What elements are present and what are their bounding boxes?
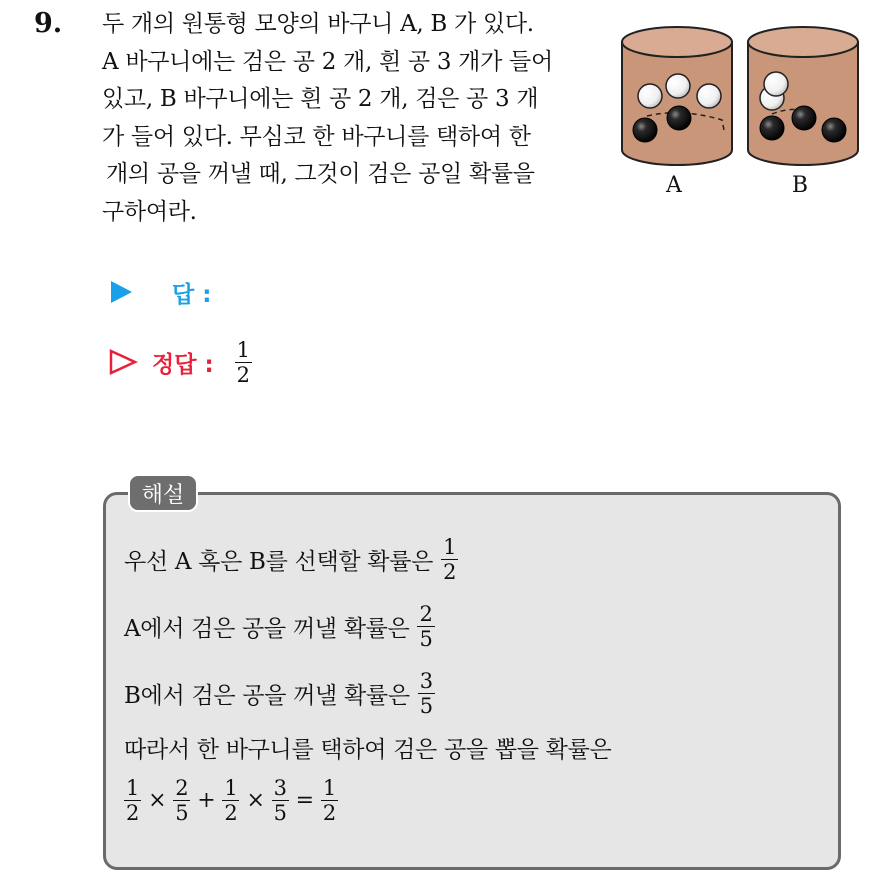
question-line: 가 들어 있다. 무심코 한 바구니를 택하여 한 [102,123,531,150]
basket-a [622,27,732,165]
black-ball [633,118,657,142]
white-ball [666,74,690,98]
solution-tab: 해설 [128,474,198,512]
solution-line: 따라서 한 바구니를 택하여 검은 공을 뽑을 확률은 [124,736,612,763]
outline-triangle-icon [108,348,152,376]
fraction: $\frac{1}{2}$ [443,535,457,584]
basket-b-label: B [791,173,809,198]
black-ball [792,106,816,130]
solution-line: B에서 검은 공을 꺼낼 확률은 $\frac{3}{5}$ [124,669,433,718]
fraction: $\frac{1}{2}$ [236,337,251,387]
operator: + [197,788,216,813]
question-line: 두 개의 원통형 모양의 바구니 A, B 가 있다. [102,11,534,37]
basket-a-label: A [666,173,682,198]
correct-answer-row [108,332,255,392]
question-line: 개의 공을 꺼낼 때, 그것이 검은 공일 확률을 [106,161,535,187]
operator: × [246,788,265,813]
question-number: 9. [34,8,63,39]
baskets-illustration [612,14,870,200]
solution-content [124,526,824,834]
black-ball [822,118,846,142]
question-text [102,6,602,231]
black-ball [760,116,784,140]
fraction: $\frac{3}{5}$ [273,776,287,825]
solution-equation [124,767,824,834]
filled-triangle-icon [108,279,152,305]
basket-b [748,27,858,165]
correct-answer-value [232,338,255,387]
baskets-figure [612,14,870,200]
fraction: $\frac{2}{5}$ [175,776,189,825]
operator: = [295,788,314,813]
fraction: $\frac{2}{5}$ [419,602,433,651]
solution-line: A에서 검은 공을 꺼낼 확률은 $\frac{2}{5}$ [124,602,433,651]
question-line: A 바구니에는 검은 공 2 개, 흰 공 3 개가 들어 [102,48,553,75]
question-line: 구하여라. [102,198,197,225]
answer-blank-row [108,272,211,312]
correct-answer-label: 정답 : [152,351,214,378]
white-ball [638,84,662,108]
white-ball [764,72,788,96]
white-ball [697,84,721,108]
fraction: $\frac{1}{2}$ [224,776,238,825]
answer-label: 답 : [172,281,212,308]
fraction: $\frac{1}{2}$ [322,776,336,825]
operator: × [148,788,167,813]
solution-line: 우선 A 혹은 B를 선택할 확률은 $\frac{1}{2}$ [124,535,457,584]
fraction: $\frac{3}{5}$ [419,669,433,718]
fraction: $\frac{1}{2}$ [126,776,140,825]
question-line: 있고, B 바구니에는 흰 공 2 개, 검은 공 3 개 [102,86,539,112]
black-ball [667,106,691,130]
